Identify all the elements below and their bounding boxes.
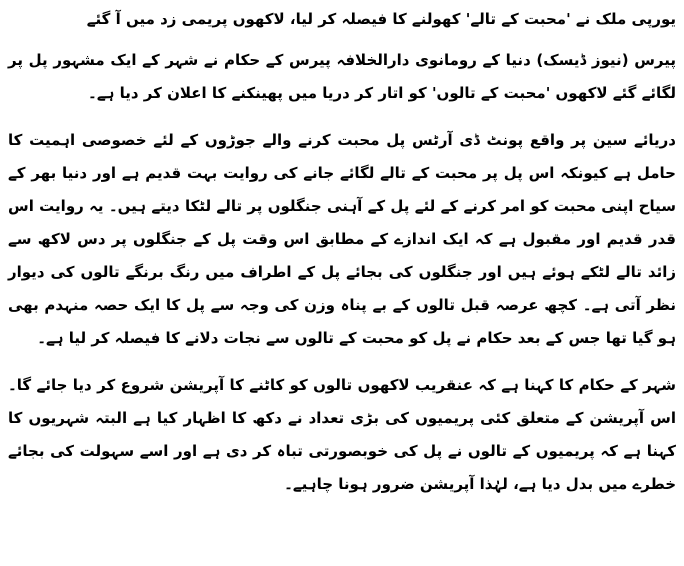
- paragraph-intro: پیرس (نیوز ڈیسک) دنیا کے رومانوی دارالخلافہ پیرس کے حکام نے شہر کے ایک مشہور پل پر لگائے گئے لاکھوں 'محبت کے تالوں' کو اتار کر دریا میں پھینکنے کا اعلان کر دیا ہے۔: [8, 51, 676, 102]
- news-article: [8, 6, 676, 515]
- headline: یورپی ملک نے 'محبت کے تالے' کھولنے کا فیصلہ کر لیا، لاکھوں پریمی زد میں آ گئے: [86, 10, 676, 28]
- paragraph-operation: شہر کے حکام کا کہنا ہے کہ عنقریب لاکھوں تالوں کو کاٹنے کا آپریشن شروع کر دیا جائے گا۔ اس آپریشن کے متعلق کئی پریمیوں کی بڑی تعداد نے دکھ کا اظہار کیا ہے البتہ شہریوں کا کہنا ہے کہ پریمیوں کے تالوں نے پل کی خوبصورتی تباہ کر دی ہے اور اسے سہولت کی بجائے خطرے میں بدل دیا ہے، لہٰذا آپریشن ضرور ہونا چاہیے۔: [8, 376, 676, 493]
- paragraph-bridge-history: دریائے سین پر واقع پونٹ ڈی آرٹس پل محبت کرنے والے جوڑوں کے لئے خصوصی اہمیت کا حامل ہے کیونکہ اس پل پر محبت کے تالے لگائے جانے کی روایت بہت قدیم ہے اور دنیا بھر کے سیاح اپنی محبت کو امر کرنے کے لئے پل کے آہنی جنگلوں پر تالے لٹکا دیتے ہیں۔ یہ روایت اس قدر قدیم اور مقبول ہے کہ ایک اندازے کے مطابق اس وقت پل کے جنگلوں پر دس لاکھ سے زائد تالے لٹکے ہوئے ہیں اور جنگلوں کی بجائے پل کے اطراف میں رنگ برنگے تالوں کی دیوار نظر آتی ہے۔ کچھ عرصہ قبل تالوں کے بے پناہ وزن کی وجہ سے پل کا ایک حصہ منہدم بھی ہو گیا تھا جس کے بعد حکام نے پل کو محبت کے تالوں سے نجات دلانے کا فیصلہ کر لیا ہے۔: [8, 131, 676, 347]
